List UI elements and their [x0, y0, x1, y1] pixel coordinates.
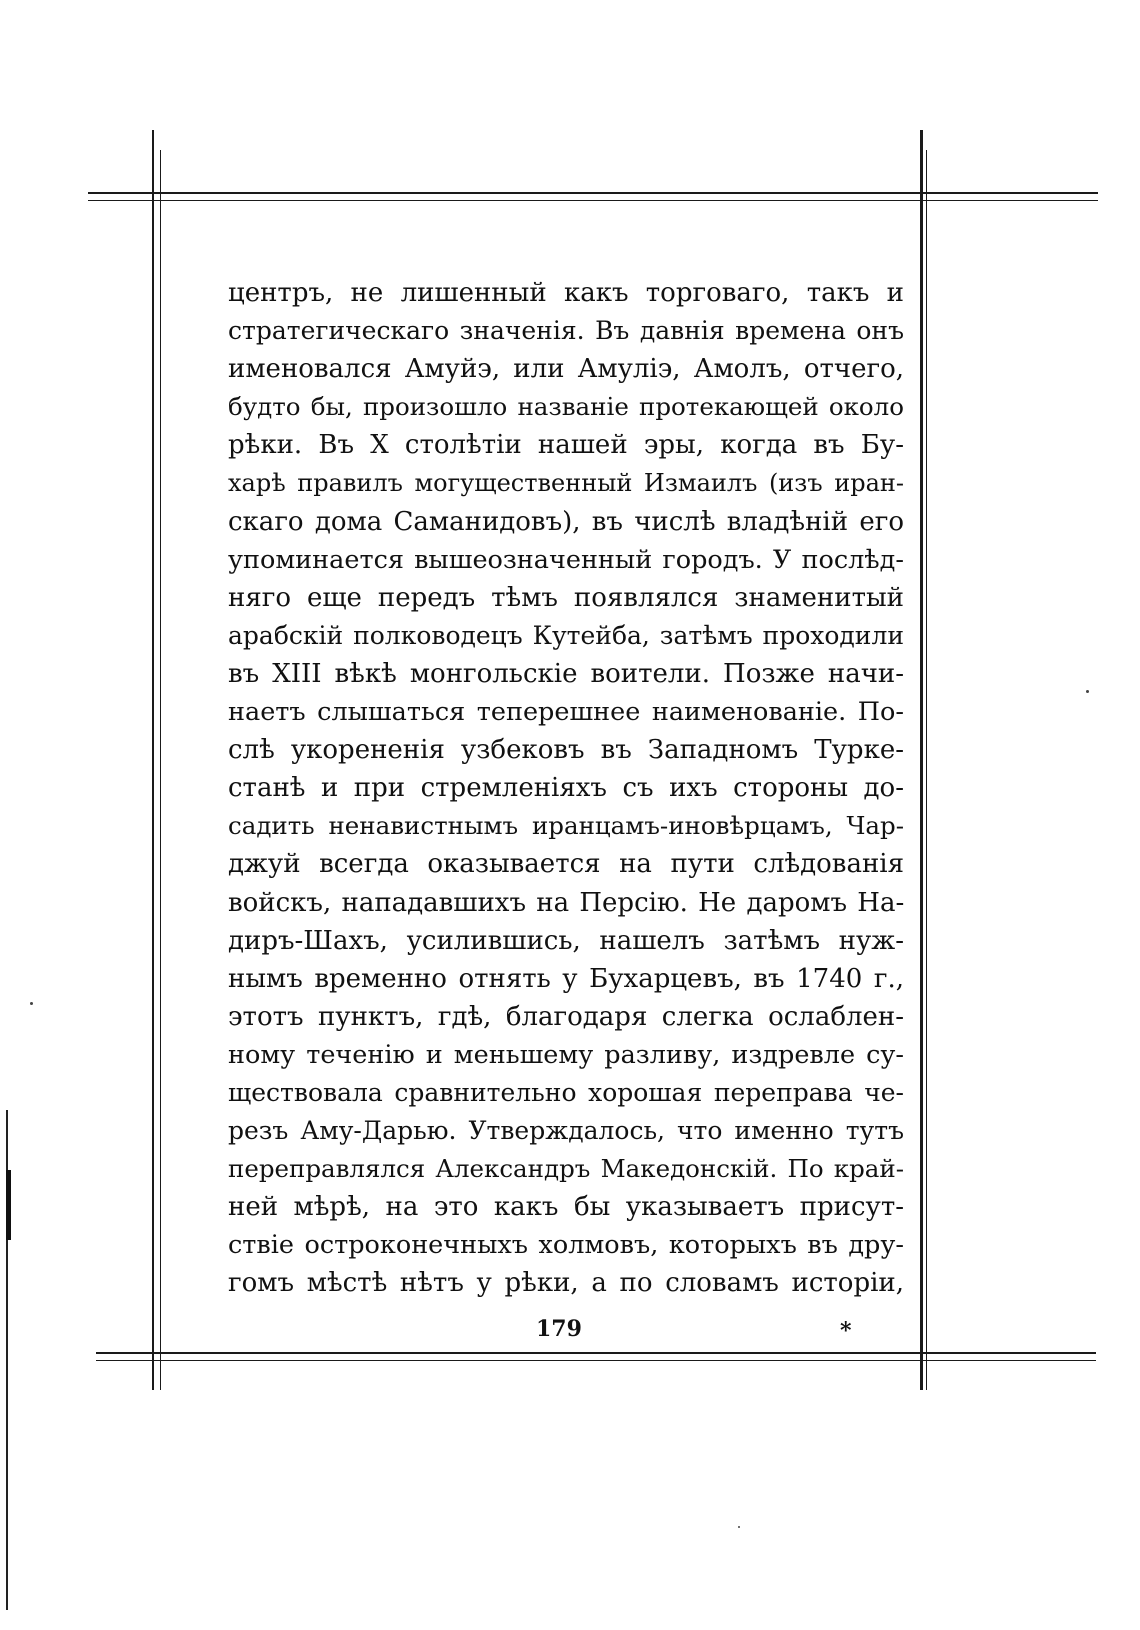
- text-line: скаго дома Саманидовъ), въ числѣ владѣній его: [228, 506, 904, 537]
- speck: [738, 1526, 740, 1528]
- text-line: этотъ пунктъ, гдѣ, благодаря слегка ослаблен-: [228, 1001, 904, 1032]
- text-line: наетъ слышаться теперешнее наименованіе. По-: [228, 697, 904, 728]
- frame-top-line-1: [88, 192, 1098, 194]
- text-line: именовался Амуйэ, или Амуліэ, Амолъ, отчего,: [228, 354, 904, 385]
- text-line: въ XIII вѣкѣ монгольскіе воители. Позже начи-: [228, 658, 904, 689]
- text-line: войскъ, нападавшихъ на Персію. Не даромъ На-: [228, 887, 904, 918]
- frame-right-outer-line: [920, 130, 923, 1390]
- text-line: садить ненавистнымъ иранцамъ-иновѣрцамъ, Чар-: [228, 811, 904, 841]
- text-line: переправлялся Александръ Македонскій. По край-: [228, 1154, 904, 1184]
- text-line: харѣ правилъ могущественный Измаилъ (изъ иран-: [228, 469, 904, 498]
- text-line: ствіе остроконечныхъ холмовъ, которыхъ въ дру-: [228, 1230, 904, 1261]
- signature-mark: *: [840, 1318, 852, 1344]
- body-text: [228, 274, 904, 1303]
- text-line: стратегическаго значенія. Въ давнія времена онъ: [228, 316, 904, 346]
- text-line: диръ-Шахъ, усилившись, нашелъ затѣмъ нуж-: [228, 925, 904, 956]
- text-line: ней мѣрѣ, на это какъ бы указываетъ присут-: [228, 1192, 904, 1223]
- text-line: гомъ мѣстѣ нѣтъ у рѣки, а по словамъ исторіи,: [228, 1268, 904, 1299]
- text-line: центръ, не лишенный какъ торговаго, такъ и: [228, 278, 904, 308]
- frame-top-line-2: [88, 200, 1098, 201]
- frame-left-outer-line: [152, 130, 154, 1390]
- page-number: 179: [536, 1316, 582, 1342]
- text-line: рѣки. Въ X столѣтіи нашей эры, когда въ Бу-: [228, 430, 904, 461]
- frame-bottom-line-2: [96, 1360, 1096, 1361]
- text-line: джуй всегда оказывается на пути слѣдованія: [228, 849, 904, 880]
- text-line: ществовала сравнительно хорошая переправа че-: [228, 1077, 904, 1107]
- text-line: ному теченію и меньшему разливу, издревле су-: [228, 1039, 904, 1070]
- text-line: няго еще передъ тѣмъ появлялся знаменитый: [228, 582, 904, 613]
- text-line: резъ Аму-Дарью. Утверждалось, что именно тутъ: [228, 1116, 904, 1146]
- text-line: упоминается вышеозначенный городъ. У послѣд-: [228, 544, 904, 575]
- text-line: станѣ и при стремленіяхъ съ ихъ стороны до-: [228, 773, 904, 804]
- text-line: арабскій полководецъ Кутейба, затѣмъ проходили: [228, 620, 904, 650]
- speck: [30, 1002, 33, 1005]
- speck: [1086, 690, 1089, 693]
- frame-right-inner-line: [926, 150, 927, 1390]
- binding-edge-thick-mark: [6, 1170, 11, 1240]
- text-line: будто бы, произошло названіе протекающей около: [228, 392, 904, 422]
- text-line: слѣ укорененія узбековъ въ Западномъ Турке-: [228, 735, 904, 766]
- frame-bottom-line-1: [96, 1352, 1096, 1354]
- text-line: нымъ временно отнять у Бухарцевъ, въ 1740 г.,: [228, 963, 904, 994]
- frame-left-inner-line: [160, 150, 161, 1390]
